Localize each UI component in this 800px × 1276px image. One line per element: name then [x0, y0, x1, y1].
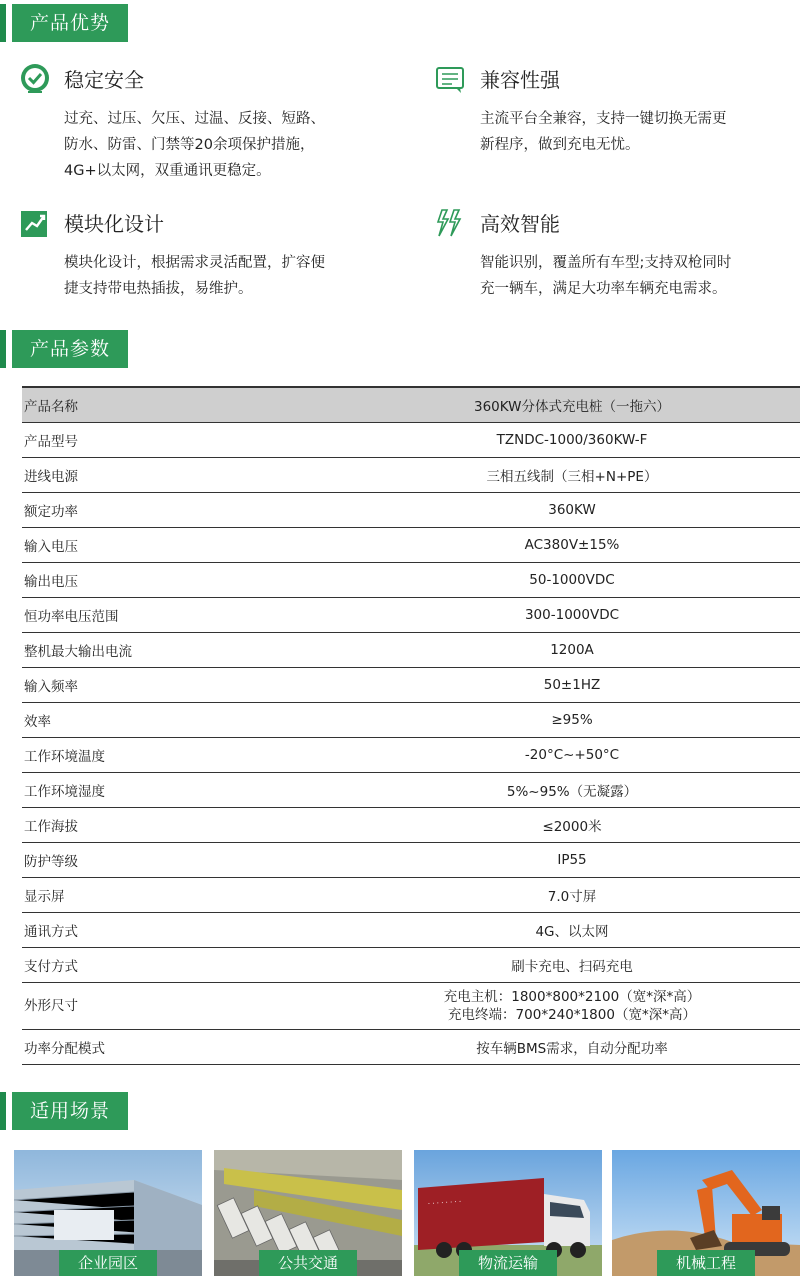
param-value: 360KW — [224, 493, 800, 528]
param-key: 恒功率电压范围 — [22, 598, 224, 633]
section-bar — [0, 1092, 6, 1130]
param-value — [224, 983, 800, 1030]
table-row — [22, 948, 800, 983]
param-key: 输入频率 — [22, 668, 224, 703]
scene-label: 公共交通 — [259, 1250, 357, 1276]
param-value-line: 充电主机：1800*800*2100（宽*深*高） — [443, 989, 701, 1005]
feature-desc — [480, 106, 800, 158]
table-row — [22, 913, 800, 948]
section-title: 适用场景 — [12, 1092, 128, 1130]
param-value: AC380V±15% — [224, 528, 800, 563]
param-key: 显示屏 — [22, 878, 224, 913]
feature-title: 高效智能 — [480, 212, 560, 236]
param-key: 额定功率 — [22, 493, 224, 528]
param-key: 输入电压 — [22, 528, 224, 563]
feature-smart-efficient — [434, 206, 794, 306]
feature-desc-line: 模块化设计，根据需求灵活配置，扩容便 — [64, 255, 325, 271]
table-row — [22, 738, 800, 773]
section-title: 产品优势 — [12, 4, 128, 42]
module-chart-icon — [18, 206, 52, 240]
table-row — [22, 983, 800, 1030]
table-row — [22, 563, 800, 598]
params-table — [22, 386, 800, 1065]
param-value: 1200A — [224, 633, 800, 668]
scene-label: 物流运输 — [459, 1250, 557, 1276]
scene-office-park — [14, 1150, 202, 1276]
scene-logistics — [414, 1150, 602, 1276]
param-key: 外形尺寸 — [22, 983, 224, 1030]
param-key: 支付方式 — [22, 948, 224, 983]
svg-text:· · · · · · · ·: · · · · · · · · — [427, 1197, 462, 1208]
feature-desc — [64, 250, 404, 302]
feature-title: 兼容性强 — [480, 68, 560, 92]
feature-desc-line: 充一辆车，满足大功率车辆充电需求。 — [480, 281, 727, 297]
param-key: 防护等级 — [22, 843, 224, 878]
feature-compatibility — [434, 62, 794, 172]
feature-modular — [18, 206, 378, 306]
param-key: 工作海拔 — [22, 808, 224, 843]
section-title: 产品参数 — [12, 330, 128, 368]
table-row — [22, 808, 800, 843]
feature-desc-line: 捷支持带电热插拔，易维护。 — [64, 281, 253, 297]
table-row — [22, 703, 800, 738]
table-row — [22, 843, 800, 878]
feature-desc-line: 主流平台全兼容，支持一键切换无需更 — [480, 111, 727, 127]
table-row — [22, 598, 800, 633]
table-row — [22, 423, 800, 458]
param-value: 360KW分体式充电桩（一拖六） — [224, 387, 800, 423]
param-value: 50±1HZ — [224, 668, 800, 703]
feature-desc — [480, 250, 800, 302]
param-key: 输出电压 — [22, 563, 224, 598]
table-row — [22, 458, 800, 493]
scene-machinery — [612, 1150, 800, 1276]
param-key: 工作环境湿度 — [22, 773, 224, 808]
param-value: 300-1000VDC — [224, 598, 800, 633]
param-value: ≤2000米 — [224, 808, 800, 843]
param-key: 功率分配模式 — [22, 1030, 224, 1065]
feature-title: 模块化设计 — [64, 212, 164, 236]
feature-desc-line: 智能识别，覆盖所有车型;支持双枪同时 — [480, 255, 732, 271]
feature-desc-line: 过充、过压、欠压、过温、反接、短路、 — [64, 111, 325, 127]
section-bar — [0, 330, 6, 368]
param-key: 工作环境温度 — [22, 738, 224, 773]
table-row — [22, 773, 800, 808]
feature-title: 稳定安全 — [64, 68, 144, 92]
param-value: ≥95% — [224, 703, 800, 738]
param-value: 三相五线制（三相+N+PE） — [224, 458, 800, 493]
table-row — [22, 633, 800, 668]
feature-desc-line: 新程序，做到充电无忧。 — [480, 137, 640, 153]
param-key: 效率 — [22, 703, 224, 738]
param-key: 通讯方式 — [22, 913, 224, 948]
param-value: 7.0寸屏 — [224, 878, 800, 913]
table-row — [22, 1030, 800, 1065]
table-row — [22, 668, 800, 703]
table-row — [22, 493, 800, 528]
param-key: 进线电源 — [22, 458, 224, 493]
shield-check-icon — [18, 62, 52, 96]
feature-desc-line: 防水、防雷、门禁等20余项保护措施， — [64, 137, 315, 153]
feature-desc — [64, 106, 404, 184]
section-header-params — [0, 330, 130, 368]
param-value-line: 充电终端：700*240*1800（宽*深*高） — [448, 1007, 696, 1023]
param-key: 整机最大输出电流 — [22, 633, 224, 668]
section-header-advantages — [0, 4, 130, 42]
chat-bubble-icon — [434, 62, 468, 96]
param-value: 刷卡充电、扫码充电 — [224, 948, 800, 983]
param-key: 产品名称 — [22, 387, 224, 423]
param-value: TZNDC-1000/360KW-F — [224, 423, 800, 458]
table-row — [22, 878, 800, 913]
param-value: 5%~95%（无凝露） — [224, 773, 800, 808]
scene-label: 企业园区 — [59, 1250, 157, 1276]
table-row — [22, 387, 800, 423]
feature-desc-line: 4G+以太网，双重通讯更稳定。 — [64, 163, 271, 179]
param-value: 按车辆BMS需求，自动分配功率 — [224, 1030, 800, 1065]
param-key: 产品型号 — [22, 423, 224, 458]
scene-public-transport — [214, 1150, 402, 1276]
lightning-icon — [434, 206, 468, 240]
param-value: 4G、以太网 — [224, 913, 800, 948]
table-row — [22, 528, 800, 563]
feature-stable-safe — [18, 62, 378, 192]
param-value: IP55 — [224, 843, 800, 878]
param-value: 50-1000VDC — [224, 563, 800, 598]
scene-label: 机械工程 — [657, 1250, 755, 1276]
section-bar — [0, 4, 6, 42]
section-header-scenes — [0, 1092, 130, 1130]
param-value: -20°C~+50°C — [224, 738, 800, 773]
